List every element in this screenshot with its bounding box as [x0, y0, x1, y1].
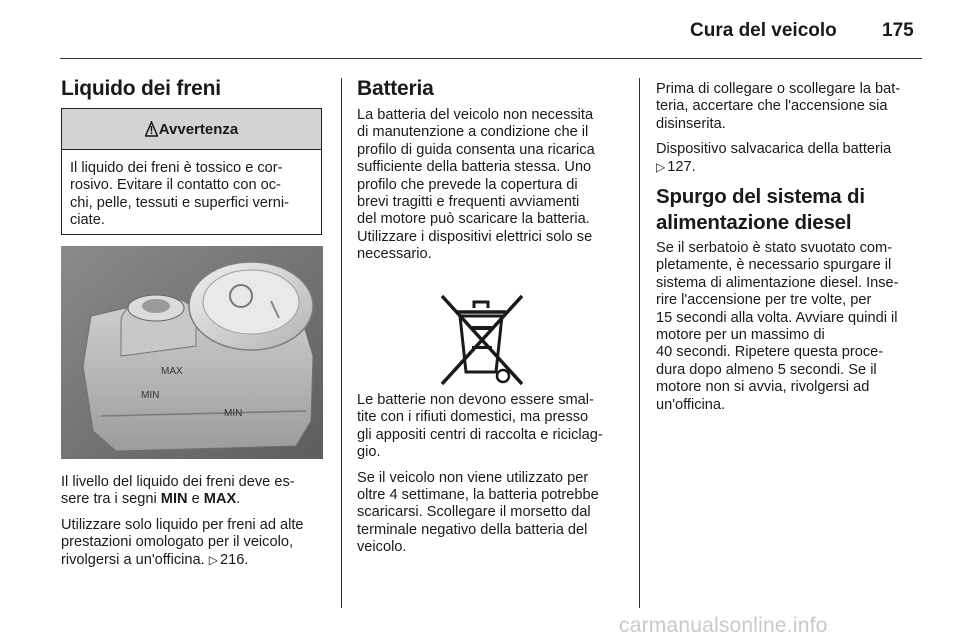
warning-title: Avvertenza	[158, 120, 239, 138]
text-line: Se il serbatoio è stato svuotato com-	[656, 240, 893, 257]
text-line: prestazioni omologato per il veicolo,	[61, 534, 294, 551]
battery-section	[357, 76, 629, 272]
paragraph-battery-saver	[656, 141, 926, 176]
crossed-bin-icon	[430, 286, 534, 390]
paragraph-battery-maintenance	[357, 107, 629, 264]
text-line: necessario.	[357, 246, 432, 263]
warning-box	[61, 108, 322, 235]
text-line: sufficiente della batteria stessa. Uno	[357, 159, 592, 176]
text-line: La batteria del veicolo non necessita	[357, 107, 594, 123]
text-line: scaricarsi. Scollegare il morsetto dal	[357, 504, 591, 521]
section-heading-diesel-bleed	[656, 184, 926, 236]
warning-line: Il liquido dei freni è tossico e cor-	[70, 160, 283, 176]
text-line: di manutenzione a condizione che il	[357, 124, 589, 141]
text-line: motore per un massimo di	[656, 327, 825, 344]
warning-header	[62, 109, 321, 150]
page-reference[interactable]: 127.	[667, 158, 696, 175]
column-divider-2	[639, 78, 640, 608]
header-divider	[60, 58, 922, 59]
warning-line: chi, pelle, tessuti e superfici verni-	[70, 194, 289, 211]
text-line: gli appositi centri di raccolta e riciclag-	[357, 426, 603, 443]
text-line: rivolgersi a un'officina.	[61, 551, 205, 568]
max-label: MAX	[203, 491, 237, 508]
text-line: Utilizzare i dispositivi elettrici solo se	[357, 228, 593, 245]
brake-fluid-reservoir-photo	[61, 246, 323, 459]
column-divider-1	[341, 78, 342, 608]
heading-line: alimentazione diesel	[656, 211, 852, 235]
paragraph-ignition	[656, 81, 926, 133]
text-line: veicolo.	[357, 539, 407, 556]
page-number: 175	[882, 20, 914, 41]
text-line: tite con i rifiuti domestici, ma presso	[357, 409, 589, 426]
warning-line: ciate.	[70, 212, 105, 229]
warning-icon	[145, 121, 158, 137]
text-line: rire l'accensione per tre volte, per	[656, 292, 872, 309]
text-line: sere tra i segni	[61, 491, 161, 508]
text-line: gio.	[357, 444, 381, 461]
text-line: profilo che prevede la copertura di	[357, 176, 578, 193]
text-line: Il livello del liquido dei freni deve es-	[61, 474, 295, 490]
min-label: MIN	[160, 491, 188, 508]
paragraph-fluid-spec	[61, 517, 331, 569]
text-line: disinserita.	[656, 115, 726, 132]
warning-text	[62, 150, 321, 230]
text-fragment: e	[187, 491, 204, 508]
brake-fluid-heading-wrap	[61, 76, 323, 102]
page-reference-arrow-icon: ▷	[656, 159, 666, 174]
text-line: motore non si avvia, rivolgersi ad	[656, 379, 870, 396]
text-fragment: .	[236, 491, 241, 508]
text-line: del motore può scaricare la batteria.	[357, 211, 590, 228]
text-line: un'officina.	[656, 396, 726, 413]
brake-fluid-text	[61, 474, 331, 577]
heading-line: Spurgo del sistema di	[656, 185, 865, 209]
text-line: 15 secondi alla volta. Avviare quindi il	[656, 309, 898, 326]
paragraph-disposal	[357, 392, 632, 462]
text-line: Se il veicolo non viene utilizzato per	[357, 469, 589, 486]
watermark: carmanualsonline.info	[619, 614, 828, 637]
battery-disposal-text	[357, 392, 632, 565]
max-mark: MAX	[161, 366, 183, 377]
section-heading-brake-fluid: Liquido dei freni	[61, 77, 221, 100]
text-line: terminale negativo della batteria del	[357, 521, 588, 538]
text-line: pletamente, è necessario spurgare il	[656, 257, 892, 274]
warning-line: rosivo. Evitare il contatto con oc-	[70, 177, 281, 194]
paragraph-diesel-bleed	[656, 240, 926, 414]
text-line: sistema di alimentazione diesel. Inse-	[656, 274, 899, 291]
section-title: Cura del veicolo	[690, 20, 837, 41]
column-three	[656, 81, 926, 422]
text-line: 40 secondi. Ripetere questa proce-	[656, 344, 884, 361]
section-heading-battery: Batteria	[357, 77, 434, 100]
text-line: Prima di collegare o scollegare la bat-	[656, 81, 901, 97]
page-reference-arrow-icon: ▷	[208, 552, 218, 567]
text-line: brevi tragitti e frequenti avviamenti	[357, 194, 580, 211]
text-line: profilo di guida consenta una ricarica	[357, 141, 595, 158]
paragraph-level	[61, 474, 331, 509]
text-line: Le batterie non devono essere smal-	[357, 392, 594, 408]
text-line: dura dopo almeno 5 secondi. Se il	[656, 361, 877, 378]
text-line: teria, accertare che l'accensione sia	[656, 98, 888, 115]
min-mark-right: MIN	[224, 408, 243, 419]
page-reference[interactable]: 216.	[219, 551, 249, 568]
text-line: Dispositivo salvacarica della batteria	[656, 141, 892, 158]
paragraph-storage	[357, 470, 632, 557]
min-mark-left: MIN	[141, 390, 160, 401]
text-line: oltre 4 settimane, la batteria potrebbe	[357, 487, 599, 504]
text-line: Utilizzare solo liquido per freni ad alte	[61, 516, 304, 533]
